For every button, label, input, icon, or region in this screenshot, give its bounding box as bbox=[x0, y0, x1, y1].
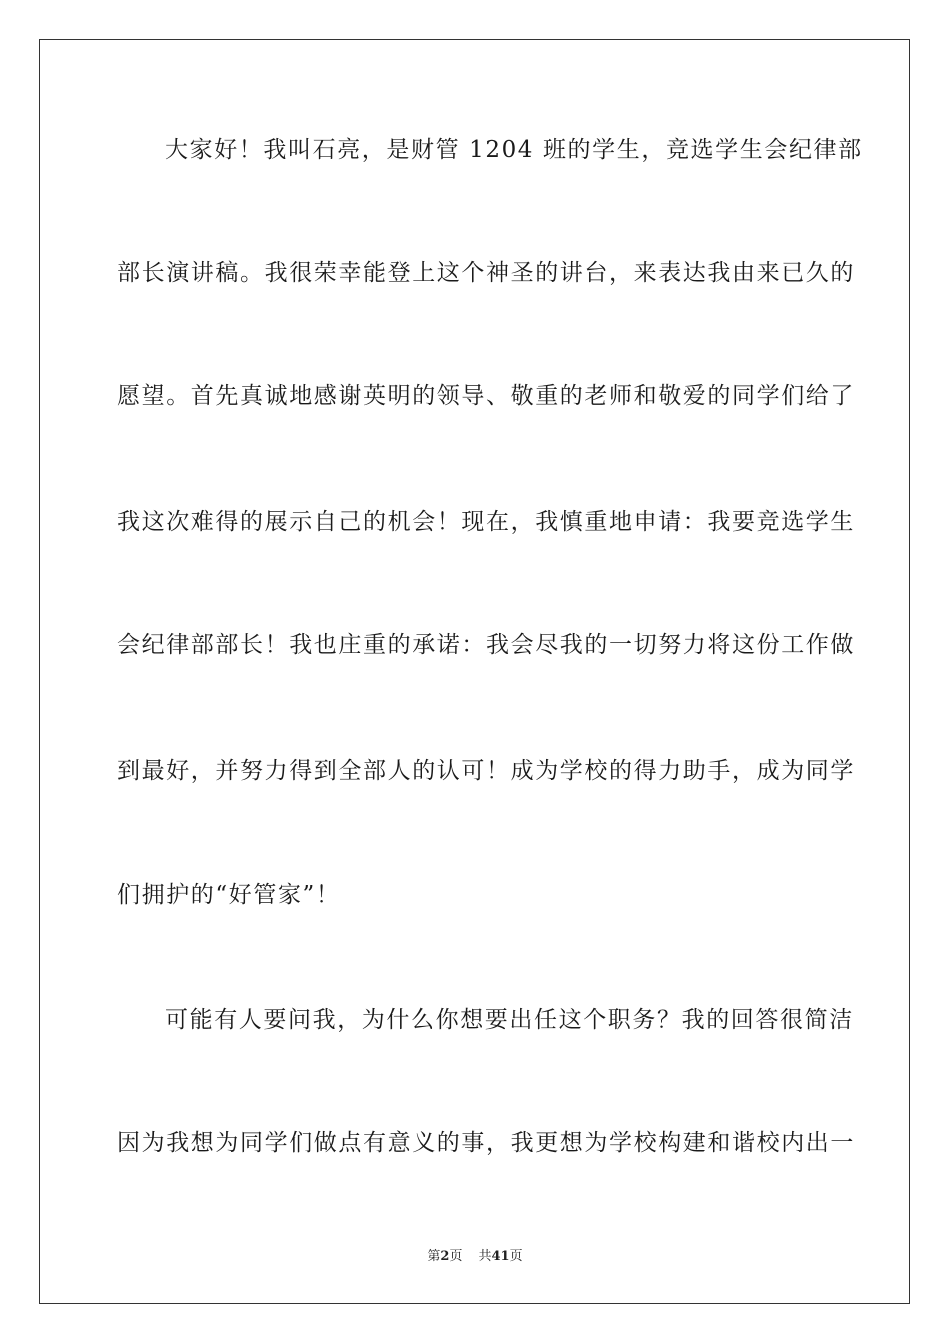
total-pages-suffix: 页 bbox=[509, 1249, 523, 1264]
page-number-suffix: 页 bbox=[449, 1249, 463, 1264]
paragraph-1-line-1: 大家好！我叫石亮，是财管 1204 班的学生，竞选学生会纪律部 bbox=[165, 137, 863, 163]
paragraph-1-line-6: 到最好，并努力得到全部人的认可！成为学校的得力助手，成为同学 bbox=[117, 758, 855, 784]
total-pages-number: 41 bbox=[491, 1249, 510, 1264]
paragraph-1-line-2: 部长演讲稿。我很荣幸能登上这个神圣的讲台，来表达我由来已久的 bbox=[117, 260, 855, 286]
paragraph-1-line-3: 愿望。首先真诚地感谢英明的领导、敬重的老师和敬爱的同学们给了 bbox=[117, 383, 855, 409]
paragraph-1-line-7: 们拥护的“好管家”！ bbox=[117, 882, 341, 908]
page-number-prefix: 第 bbox=[427, 1249, 441, 1264]
paragraph-1-line-5: 会纪律部部长！我也庄重的承诺：我会尽我的一切努力将这份工作做 bbox=[117, 632, 855, 658]
paragraph-2-line-1: 可能有人要问我，为什么你想要出任这个职务？我的回答很简洁 bbox=[165, 1007, 854, 1033]
total-pages-prefix: 共 bbox=[478, 1249, 492, 1264]
paragraph-1-line-4: 我这次难得的展示自己的机会！现在，我慎重地申请：我要竞选学生 bbox=[117, 509, 855, 535]
page-footer bbox=[0, 1248, 950, 1266]
paragraph-2-line-2: 因为我想为同学们做点有意义的事，我更想为学校构建和谐校内出一 bbox=[117, 1130, 855, 1156]
current-page-number: 2 bbox=[440, 1249, 450, 1264]
page-border bbox=[39, 39, 910, 1304]
